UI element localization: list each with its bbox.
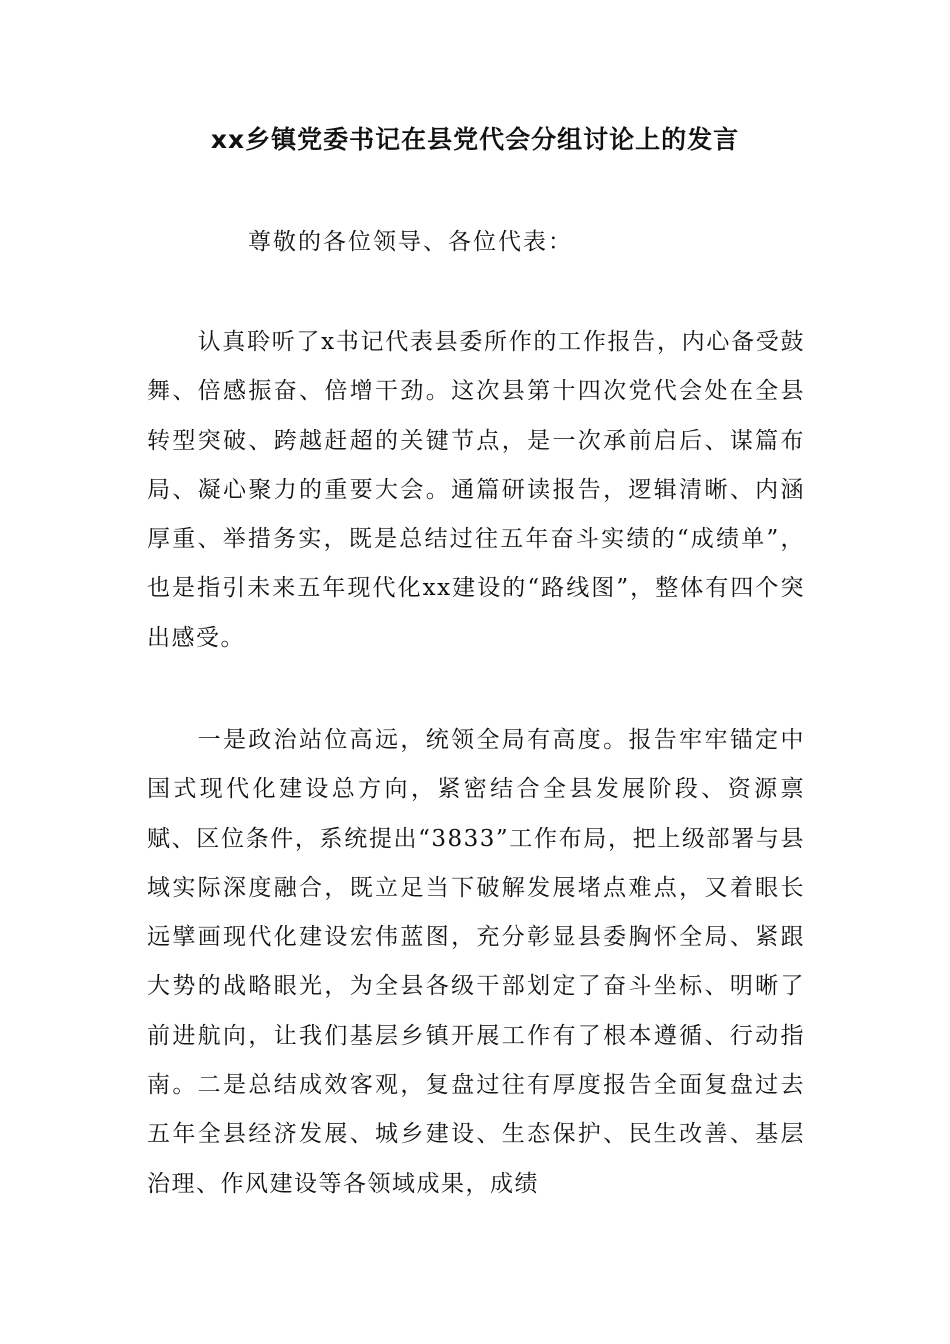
document-title: xx乡镇党委书记在县党代会分组讨论上的发言 — [210, 125, 740, 154]
body-paragraph: 一是政治站位高远，统领全局有高度。报告牢牢锚定中国式现代化建设总方向，紧密结合全县发展阶段、资源禀赋、区位条件，系统提出“3833”工作布局，把上级部署与县域实际深度融合，既立足当下破解发展堵点难点，又着眼长远擘画现代化建设宏伟蓝图，充分彰显县委胸怀全局、紧跟大势的战略眼光，为全县各级干部划定了奋斗坐标、明晰了前进航向，让我们基层乡镇开展工作有了根本遵循、行动指南。二是总结成效客观，复盘过往有厚度报告全面复盘过去五年全县经济发展、城乡建设、生态保护、民生改善、基层治理、作风建设等各领域成果，成绩 — [147, 727, 805, 1197]
salutation: 尊敬的各位领导、各位代表： — [248, 229, 573, 255]
body-paragraph: 认真聆听了x书记代表县委所作的工作报告，内心备受鼓舞、倍感振奋、倍增干劲。这次县第十四次党代会处在全县转型突破、跨越赶超的关键节点，是一次承前启后、谋篇布局、凝心聚力的重要大会。通篇研读报告，逻辑清晰、内涵厚重、举措务实，既是总结过往五年奋斗实绩的“成绩单”，也是指引未来五年现代化xx建设的“路线图”，整体有四个突出感受。 — [147, 329, 805, 651]
